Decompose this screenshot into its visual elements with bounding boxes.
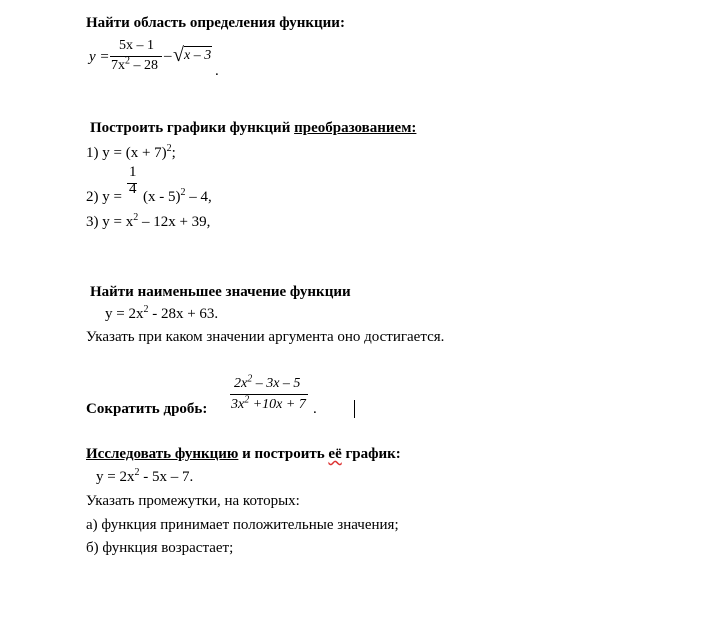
section5-intro: Указать промежутки, на которых: xyxy=(86,493,300,509)
section5-item-a: а) функция принимает положительные значения; xyxy=(86,517,399,533)
formula-dot: . xyxy=(215,63,219,79)
section5-formula: $y = 2x^2 - 5x - 7$. xyxy=(96,467,194,485)
item1-formula: 1) $y = (x + 7)^2$; xyxy=(86,143,176,161)
item2-fraction-denominator: 4 xyxy=(129,181,137,197)
item2-formula: (x - 5)$^2$ – 4, xyxy=(143,187,212,205)
section3-title: Найти наименьшее значение функции xyxy=(90,284,351,300)
section1-title: Найти область определения функции: xyxy=(86,15,345,31)
formula-lhs: y = xyxy=(89,49,110,65)
item2-fraction-numerator: 1 xyxy=(129,164,137,180)
radicand: x – 3 xyxy=(184,48,212,63)
sqrt-bar xyxy=(184,46,212,47)
minus-sign: – xyxy=(164,48,172,64)
section2-title: Построить графики функций преобразованием: xyxy=(90,120,417,136)
section5-item-b: б) функция возрастает; xyxy=(86,540,234,556)
item3-formula: 3) $y = x^2 - 12x + 39$, xyxy=(86,212,211,230)
sqrt-icon: √ xyxy=(173,44,184,66)
section5-title: Исследовать функцию и построить её график: xyxy=(86,446,401,462)
fraction2-bar xyxy=(230,394,308,395)
section3-formula: $y = 2x^2 - 28x + 63$. xyxy=(105,304,219,322)
item2-lhs: 2) y = xyxy=(86,189,122,205)
section3-note: Указать при каком значении аргумента оно достигается. xyxy=(86,329,445,345)
section4-title: Сократить дробь: xyxy=(86,401,208,417)
fraction-numerator: 5x – 1 xyxy=(119,38,154,53)
fraction2-dot: . xyxy=(313,401,317,417)
fraction-bar xyxy=(110,56,162,57)
fraction-denominator: $7x^2 - 28$ xyxy=(111,55,158,73)
fraction2-denominator: $3x^2 +10x + 7$ xyxy=(231,394,306,412)
text-cursor xyxy=(354,400,355,418)
fraction2-numerator: $2x^2 - 3x - 5$ xyxy=(234,373,301,391)
